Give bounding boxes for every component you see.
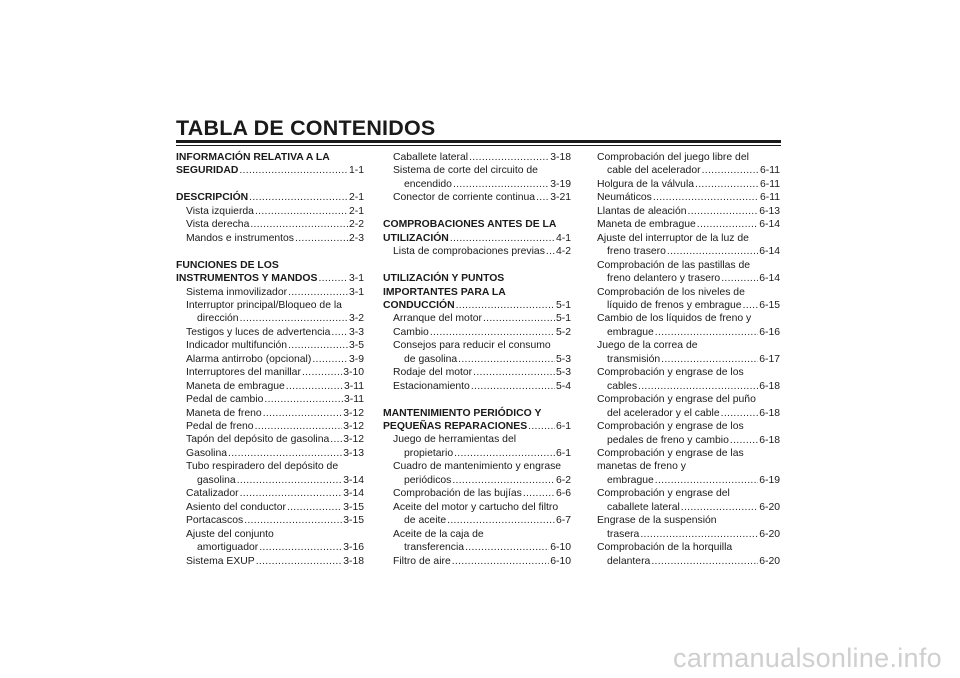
toc-entry-page: 6-19 xyxy=(759,474,780,486)
toc-entry xyxy=(383,151,571,164)
toc-entry xyxy=(597,164,780,177)
toc-entry-line: Comprobación y engrase del xyxy=(597,488,730,500)
toc-entry-line: Comprobación de la horquilla xyxy=(597,542,733,554)
dot-leader xyxy=(286,380,343,393)
toc-entry xyxy=(597,191,780,204)
page-title: TABLA DE CONTENIDOS xyxy=(176,116,436,140)
toc-entry-title: Maneta de embrague xyxy=(597,219,696,231)
toc-entry-page: 5-2 xyxy=(555,326,571,338)
dot-leader xyxy=(483,312,555,325)
toc-entry xyxy=(383,487,571,500)
toc-entry-page: 4-1 xyxy=(555,232,571,244)
toc-entry-page: 3-12 xyxy=(343,407,364,419)
toc-entry-line: Comprobación y engrase de los xyxy=(597,367,744,379)
toc-entry-page: 3-14 xyxy=(343,488,364,500)
toc-entry-title: Interruptores del manillar xyxy=(186,367,301,379)
dot-leader xyxy=(453,178,549,191)
toc-entry xyxy=(597,434,780,447)
toc-entry-title: Gasolina xyxy=(186,447,228,459)
dot-leader xyxy=(456,299,555,312)
toc-entry xyxy=(597,218,780,231)
dot-leader xyxy=(454,447,555,460)
toc-entry-title: Cambio xyxy=(393,326,429,338)
toc-entry-page: 3-12 xyxy=(343,421,364,433)
toc-entry xyxy=(597,299,780,312)
toc-entry xyxy=(176,501,364,514)
toc-entry-page: 4-2 xyxy=(555,246,571,258)
toc-entry-line: Aceite de la caja de xyxy=(393,528,484,540)
toc-entry xyxy=(597,528,780,541)
toc-entry xyxy=(176,541,364,554)
title-rule-thin xyxy=(176,145,781,146)
toc-entry xyxy=(176,366,364,379)
toc-entry-page: 3-10 xyxy=(343,367,364,379)
dot-leader xyxy=(249,191,348,204)
toc-entry-page: 6-15 xyxy=(759,299,780,311)
toc-entry-page: 3-1 xyxy=(348,286,364,298)
dot-leader xyxy=(452,474,555,487)
toc-entry xyxy=(383,178,571,191)
toc-entry xyxy=(597,501,780,514)
dot-leader xyxy=(546,245,555,258)
toc-entry xyxy=(383,380,571,393)
toc-entry-page: 3-19 xyxy=(550,178,571,190)
toc-entry-page: 2-2 xyxy=(348,219,364,231)
toc-entry-title: Conector de corriente continua xyxy=(393,192,536,204)
toc-entry-title: freno trasero xyxy=(607,246,666,258)
toc-entry-title: Testigos y luces de advertencia xyxy=(186,326,331,338)
toc-entry xyxy=(383,555,571,568)
toc-entry-title: Alarma antirrobo (opcional) xyxy=(186,353,312,365)
dot-leader xyxy=(655,474,758,487)
toc-entry-title: Maneta de freno xyxy=(186,407,262,419)
toc-entry-title: Vista izquierda xyxy=(186,205,254,217)
toc-entry xyxy=(176,420,364,433)
dot-leader xyxy=(655,326,758,339)
toc-entry xyxy=(383,312,571,325)
toc-column-2 xyxy=(383,151,571,568)
toc-entry-title: Asiento del conductor xyxy=(186,501,286,513)
toc-entry-title: Estacionamiento xyxy=(393,380,470,392)
toc-entry xyxy=(383,326,571,339)
toc-entry-line: Tubo respiradero del depósito de xyxy=(186,461,339,473)
toc-entry-title: Caballete lateral xyxy=(393,152,469,163)
toc-entry-line: Comprobación y engrase del puño xyxy=(597,394,756,406)
toc-entry-line: INFORMACIÓN RELATIVA A LA xyxy=(176,152,330,163)
toc-entry-page: 6-10 xyxy=(550,542,571,554)
dot-leader xyxy=(458,353,555,366)
toc-entry-page: 3-1 xyxy=(348,273,364,285)
toc-entry-page: 3-11 xyxy=(343,380,364,392)
dot-leader xyxy=(264,393,343,406)
dot-leader xyxy=(330,433,342,446)
toc-entry-title: amortiguador xyxy=(197,542,259,554)
toc-entry-title: cable del acelerador xyxy=(607,165,701,177)
dot-leader xyxy=(471,380,555,393)
toc-entry-page: 6-20 xyxy=(759,528,780,540)
dot-leader xyxy=(661,353,758,366)
toc-entry xyxy=(176,326,364,339)
toc-entry xyxy=(597,474,780,487)
dot-leader xyxy=(721,407,759,420)
toc-entry xyxy=(383,232,571,245)
toc-entry-page: 3-14 xyxy=(343,474,364,486)
toc-entry-line: Comprobación y engrase de los xyxy=(597,421,744,433)
toc-entry-title: líquido de frenos y embrague xyxy=(607,299,742,311)
toc-entry-page: 6-20 xyxy=(759,555,780,567)
toc-column-3 xyxy=(597,151,780,568)
toc-entry-title: encendido xyxy=(404,178,452,190)
dot-leader xyxy=(244,514,342,527)
toc-entry-title: Arranque del motor xyxy=(393,313,482,325)
dot-leader xyxy=(667,245,758,258)
toc-entry-title: INSTRUMENTOS Y MANDOS xyxy=(176,273,318,285)
toc-entry-title: Vista derecha xyxy=(186,219,250,231)
toc-entry-page: 3-5 xyxy=(348,340,364,352)
toc-entry-page: 5-4 xyxy=(555,380,571,392)
toc-entry-line: Cuadro de mantenimiento y engrase xyxy=(393,461,562,473)
toc-entry-title: embrague xyxy=(607,474,654,486)
watermark: carmanualsonline.info xyxy=(673,643,942,673)
toc-entry-title: del acelerador y el cable xyxy=(607,407,720,419)
dot-leader xyxy=(239,164,348,177)
dot-leader xyxy=(237,474,342,487)
toc-entry-title: dirección xyxy=(197,313,239,325)
dot-leader xyxy=(240,487,343,500)
toc-entry-title: Comprobación de las bujías xyxy=(393,488,522,500)
toc-entry xyxy=(597,407,780,420)
toc-entry xyxy=(176,339,364,352)
toc-entry-title: Mandos e instrumentos xyxy=(186,232,295,244)
toc-entry xyxy=(176,218,364,231)
toc-entry xyxy=(597,380,780,393)
toc-entry-page: 6-17 xyxy=(759,353,780,365)
toc-entry-page: 1-1 xyxy=(348,165,364,177)
toc-entry-title: PEQUEÑAS REPARACIONES xyxy=(383,421,528,433)
dot-leader xyxy=(640,528,758,541)
toc-entry xyxy=(176,312,364,325)
toc-entry-title: Pedal de freno xyxy=(186,421,254,433)
toc-entry-title: Pedal de cambio xyxy=(186,394,264,406)
toc-entry xyxy=(176,447,364,460)
toc-entry-title: caballete lateral xyxy=(607,501,680,513)
toc-entry-page: 6-6 xyxy=(555,488,571,500)
dot-leader xyxy=(255,205,348,218)
toc-entry-page: 3-3 xyxy=(348,326,364,338)
toc-entry xyxy=(383,245,571,258)
toc-entry-title: periódicos xyxy=(404,474,452,486)
dot-leader xyxy=(702,164,759,177)
toc-entry xyxy=(597,326,780,339)
toc-entry-page: 6-1 xyxy=(555,421,571,433)
dot-leader xyxy=(295,232,348,245)
toc-entry-line: Comprobación y engrase de las xyxy=(597,447,744,459)
dot-leader xyxy=(288,286,348,299)
toc-entry xyxy=(176,433,364,446)
dot-leader xyxy=(452,555,549,568)
dot-leader xyxy=(465,541,549,554)
dot-leader xyxy=(250,218,348,231)
toc-entry-page: 6-11 xyxy=(759,165,780,177)
toc-entry-title: propietario xyxy=(404,447,454,459)
toc-entry-page: 6-18 xyxy=(759,380,780,392)
toc-entry xyxy=(176,353,364,366)
toc-entry xyxy=(176,474,364,487)
toc-entry-page: 6-7 xyxy=(555,515,571,527)
toc-entry xyxy=(176,286,364,299)
toc-entry-line: manetas de freno y xyxy=(597,461,686,473)
toc-entry-page: 5-3 xyxy=(555,367,571,379)
dot-leader xyxy=(450,232,555,245)
toc-entry-title: Llantas de aleación xyxy=(597,205,687,217)
dot-leader xyxy=(228,447,342,460)
toc-entry xyxy=(383,474,571,487)
toc-entry-page: 6-16 xyxy=(759,326,780,338)
toc-entry-title: delantera xyxy=(607,555,651,567)
toc-entry-page: 3-9 xyxy=(348,353,364,365)
toc-entry-title: transmisión xyxy=(607,353,661,365)
toc-entry-page: 6-2 xyxy=(555,474,571,486)
toc-entry-page: 5-1 xyxy=(555,313,571,325)
toc-entry-title: gasolina xyxy=(197,474,236,486)
dot-leader xyxy=(536,191,549,204)
toc-entry xyxy=(383,541,571,554)
toc-entry-title: cables xyxy=(607,380,638,392)
dot-leader xyxy=(312,353,348,366)
toc-entry-line: IMPORTANTES PARA LA xyxy=(383,286,506,298)
toc-entry-title: Catalizador xyxy=(186,488,239,500)
dot-leader xyxy=(695,178,759,191)
toc-entry-page: 5-1 xyxy=(555,299,571,311)
dot-leader xyxy=(469,151,549,164)
dot-leader xyxy=(331,326,348,339)
toc-entry xyxy=(176,487,364,500)
toc-entry xyxy=(383,299,571,312)
toc-entry-page: 3-15 xyxy=(343,515,364,527)
toc-entry-page: 3-13 xyxy=(343,447,364,459)
dot-leader xyxy=(259,541,342,554)
toc-entry-page: 6-11 xyxy=(759,192,780,204)
toc-entry-page: 6-20 xyxy=(759,501,780,513)
toc-entry-page: 2-1 xyxy=(348,205,364,217)
dot-leader xyxy=(688,205,759,218)
toc-entry-line: Aceite del motor y cartucho del filtro xyxy=(393,501,559,513)
toc-entry-page: 6-1 xyxy=(555,447,571,459)
dot-leader xyxy=(287,501,342,514)
toc-entry-page: 3-18 xyxy=(343,555,364,567)
toc-entry-title: Portacascos xyxy=(186,515,244,527)
toc-entry-line: UTILIZACIÓN Y PUNTOS xyxy=(383,273,505,285)
toc-entry-title: Maneta de embrague xyxy=(186,380,285,392)
toc-entry-page: 6-14 xyxy=(759,273,780,285)
toc-entry-title: transferencia xyxy=(404,542,465,554)
toc-entry xyxy=(597,272,780,285)
toc-entry xyxy=(597,353,780,366)
dot-leader xyxy=(638,380,758,393)
dot-leader xyxy=(721,272,758,285)
toc-entry-title: CONDUCCIÓN xyxy=(383,299,455,311)
toc-entry-line: Ajuste del interruptor de la luz de xyxy=(597,232,749,244)
toc-entry-title: Rodaje del motor xyxy=(393,367,473,379)
toc-entry-page: 3-12 xyxy=(343,434,364,446)
toc-entry-page: 3-2 xyxy=(348,313,364,325)
toc-entry-page: 6-18 xyxy=(759,434,780,446)
dot-leader xyxy=(255,420,343,433)
toc-entry xyxy=(383,353,571,366)
toc-entry xyxy=(176,407,364,420)
toc-entry xyxy=(597,178,780,191)
toc-entry-title: Indicador multifunción xyxy=(186,340,288,352)
toc-entry xyxy=(383,420,571,433)
toc-entry-title: pedales de freno y cambio xyxy=(607,434,729,446)
dot-leader xyxy=(447,514,555,527)
toc-entry xyxy=(383,514,571,527)
toc-entry-page: 6-13 xyxy=(759,205,780,217)
toc-entry xyxy=(176,380,364,393)
toc-entry xyxy=(176,514,364,527)
toc-entry-line: Interruptor principal/Bloqueo de la xyxy=(186,299,342,311)
toc-entry-page: 2-1 xyxy=(348,192,364,204)
toc-entry-title: Holgura de la válvula xyxy=(597,178,695,190)
toc-entry-page: 6-14 xyxy=(759,219,780,231)
toc-entry-page: 5-3 xyxy=(555,353,571,365)
toc-entry-page: 6-11 xyxy=(759,178,780,190)
toc-entry-title: Lista de comprobaciones previas xyxy=(393,246,545,258)
toc-entry-line: Comprobación de los niveles de xyxy=(597,286,745,298)
dot-leader xyxy=(473,366,555,379)
toc-entry-line: Juego de herramientas del xyxy=(393,434,517,446)
toc-entry-line: Engrase de la suspensión xyxy=(597,515,717,527)
toc-entry xyxy=(383,366,571,379)
toc-entry-line: COMPROBACIONES ANTES DE LA xyxy=(383,219,557,231)
toc-entry xyxy=(176,393,364,406)
toc-entry xyxy=(597,555,780,568)
toc-entry-page: 2-3 xyxy=(348,232,364,244)
dot-leader xyxy=(651,555,758,568)
toc-entry-page: 3-15 xyxy=(343,501,364,513)
title-rule-thick xyxy=(176,140,781,143)
toc-entry xyxy=(383,447,571,460)
toc-entry-title: trasera xyxy=(607,528,640,540)
dot-leader xyxy=(653,191,759,204)
toc-entry xyxy=(176,205,364,218)
toc-entry xyxy=(176,555,364,568)
toc-entry-title: UTILIZACIÓN xyxy=(383,232,449,244)
dot-leader xyxy=(318,272,348,285)
toc-entry-page: 6-18 xyxy=(759,407,780,419)
toc-entry-page: 3-16 xyxy=(343,542,364,554)
dot-leader xyxy=(288,339,348,352)
toc-entry-title: embrague xyxy=(607,326,654,338)
toc-entry-title: DESCRIPCIÓN xyxy=(176,192,249,204)
toc-entry xyxy=(597,205,780,218)
toc-entry-title: de aceite xyxy=(404,515,447,527)
toc-entry-line: Ajuste del conjunto xyxy=(186,528,274,540)
toc-entry-line: Comprobación de las pastillas de xyxy=(597,259,751,271)
toc-entry-page: 3-18 xyxy=(550,152,571,163)
toc-entry-line: Cambio de los líquidos de freno y xyxy=(597,313,752,325)
dot-leader xyxy=(523,487,555,500)
toc-entry-title: Tapón del depósito de gasolina xyxy=(186,434,330,446)
dot-leader xyxy=(743,299,759,312)
toc-entry xyxy=(383,191,571,204)
toc-entry xyxy=(176,272,364,285)
toc-entry xyxy=(176,191,364,204)
toc-entry-title: Sistema EXUP xyxy=(186,555,255,567)
toc-column-1 xyxy=(176,151,364,568)
toc-entry xyxy=(176,164,364,177)
dot-leader xyxy=(302,366,342,379)
toc-entry-title: freno delantero y trasero xyxy=(607,273,721,285)
dot-leader xyxy=(681,501,758,514)
toc-entry-title: de gasolina xyxy=(404,353,458,365)
dot-leader xyxy=(697,218,758,231)
toc-entry xyxy=(176,232,364,245)
toc-entry-page: 3-21 xyxy=(550,192,571,204)
toc-entry-page: 6-10 xyxy=(550,555,571,567)
toc-entry-title: Sistema inmovilizador xyxy=(186,286,288,298)
toc-entry xyxy=(597,245,780,258)
dot-leader xyxy=(256,555,342,568)
toc-entry-page: 6-14 xyxy=(759,246,780,258)
toc-entry-title: SEGURIDAD xyxy=(176,165,239,177)
toc-entry-title: Filtro de aire xyxy=(393,555,451,567)
dot-leader xyxy=(528,420,555,433)
toc-entry-line: MANTENIMIENTO PERIÓDICO Y xyxy=(383,407,542,419)
toc-entry-line: Juego de la correa de xyxy=(597,340,698,352)
toc-entry-line: Comprobación del juego libre del xyxy=(597,152,749,163)
toc-entry-page: 3-11 xyxy=(343,394,364,406)
dot-leader xyxy=(730,434,758,447)
dot-leader xyxy=(263,407,343,420)
toc-entry-line: Sistema de corte del circuito de xyxy=(393,165,538,177)
dot-leader xyxy=(240,312,348,325)
dot-leader xyxy=(430,326,555,339)
toc-entry-line: FUNCIONES DE LOS xyxy=(176,259,279,271)
toc-entry-title: Neumáticos xyxy=(597,192,652,204)
toc-entry-line: Consejos para reducir el consumo xyxy=(393,340,551,352)
